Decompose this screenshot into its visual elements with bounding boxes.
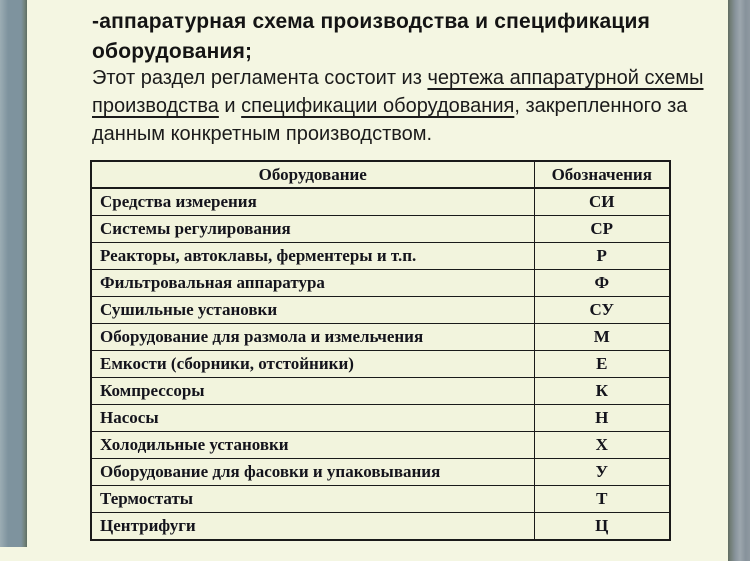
table-header-row	[91, 161, 670, 188]
equipment-name-cell: Оборудование для фасовки и упаковывания	[91, 459, 534, 486]
table-row	[91, 513, 670, 541]
designation-cell: У	[534, 459, 670, 486]
right-edge-bar	[728, 0, 750, 561]
underlined-text-segment: производства	[92, 95, 219, 117]
slide-title-line-2: оборудования;	[92, 40, 253, 63]
table-row	[91, 405, 670, 432]
table-row	[91, 378, 670, 405]
designation-cell: СИ	[534, 188, 670, 216]
table-row	[91, 486, 670, 513]
equipment-name-cell: Фильтровальная аппаратура	[91, 270, 534, 297]
equipment-name-cell: Сушильные установки	[91, 297, 534, 324]
equipment-table	[90, 160, 671, 541]
slide-title-line-1: -аппаратурная схема производства и спецификация	[92, 10, 651, 33]
equipment-name-cell: Оборудование для размола и измельчения	[91, 324, 534, 351]
designation-cell: Ц	[534, 513, 670, 541]
table-row	[91, 351, 670, 378]
equipment-name-cell: Системы регулирования	[91, 216, 534, 243]
paragraph-line	[92, 120, 728, 148]
designation-cell: Т	[534, 486, 670, 513]
table-row	[91, 297, 670, 324]
underlined-text-segment: спецификации оборудования	[241, 95, 515, 117]
table-row	[91, 459, 670, 486]
text-segment: , закрепленного за	[514, 95, 688, 117]
table-row	[91, 216, 670, 243]
table-row	[91, 324, 670, 351]
text-segment: и	[218, 95, 242, 117]
designation-cell: СР	[534, 216, 670, 243]
equipment-name-cell: Центрифуги	[91, 513, 534, 541]
text-segment: данным конкретным производством.	[92, 123, 433, 145]
slide-title	[92, 7, 722, 67]
table-row	[91, 243, 670, 270]
designation-cell: СУ	[534, 297, 670, 324]
designation-cell: Ф	[534, 270, 670, 297]
intro-paragraph	[92, 64, 728, 148]
equipment-name-cell: Термостаты	[91, 486, 534, 513]
designation-cell: Е	[534, 351, 670, 378]
text-segment: Этот раздел регламента состоит из	[92, 67, 428, 89]
equipment-table-body	[91, 188, 670, 540]
equipment-name-cell: Насосы	[91, 405, 534, 432]
designation-column-header: Обозначения	[534, 161, 670, 188]
designation-cell: Н	[534, 405, 670, 432]
designation-cell: К	[534, 378, 670, 405]
equipment-name-cell: Емкости (сборники, отстойники)	[91, 351, 534, 378]
designation-cell: Р	[534, 243, 670, 270]
left-edge-bar	[0, 0, 27, 547]
table-row	[91, 432, 670, 459]
designation-cell: М	[534, 324, 670, 351]
equipment-name-cell: Реакторы, автоклавы, ферментеры и т.п.	[91, 243, 534, 270]
underlined-text-segment: чертежа аппаратурной схемы	[427, 67, 704, 89]
paragraph-line	[92, 92, 728, 120]
equipment-name-cell: Компрессоры	[91, 378, 534, 405]
equipment-column-header: Оборудование	[91, 161, 534, 188]
table-row	[91, 188, 670, 216]
designation-cell: Х	[534, 432, 670, 459]
table-row	[91, 270, 670, 297]
paragraph-line	[92, 64, 728, 92]
equipment-name-cell: Средства измерения	[91, 188, 534, 216]
equipment-name-cell: Холодильные установки	[91, 432, 534, 459]
